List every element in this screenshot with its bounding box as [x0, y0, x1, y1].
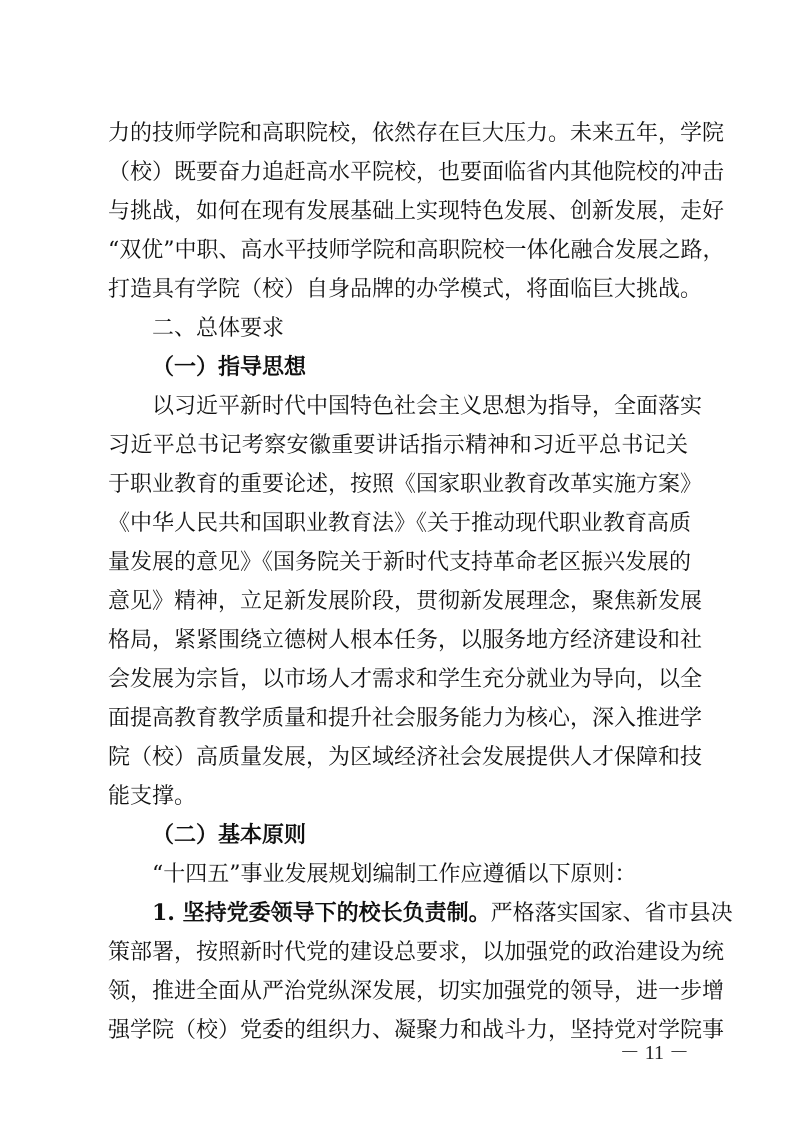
subsection-heading-basic-principles: （二）基本原则	[152, 822, 307, 848]
text-line: 于职业教育的重要论述，按照《国家职业教育改革实施方案》	[108, 472, 703, 497]
text-line: 意见》精神，立足新发展阶段，贯彻新发展理念，聚焦新发展	[108, 589, 703, 614]
text-line: 与挑战，如何在现有发展基础上实现特色发展、创新发展，走好	[108, 199, 725, 224]
text-line: 打造具有学院（校）自身品牌的办学模式，将面临巨大挑战。	[108, 277, 703, 302]
text-line: 能支撑。	[108, 784, 197, 809]
text-line: 面提高教育教学质量和提升社会服务能力为核心，深入推进学	[108, 706, 703, 731]
paragraph-principle-1	[108, 894, 733, 1050]
text-line: “十四五”事业发展规划编制工作应遵循以下原则：	[152, 862, 637, 887]
principle-text: 严格落实国家、省市县决	[490, 901, 733, 926]
text-line: （校）既要奋力追赶高水平院校，也要面临省内其他院校的冲击	[108, 160, 725, 185]
text-line: 力的技师学院和高职院校，依然存在巨大压力。未来五年，学院	[108, 121, 725, 146]
subsection-heading-guiding-ideology: （一）指导思想	[152, 354, 307, 380]
principle-title: 1. 坚持党委领导下的校长负责制。	[152, 900, 491, 926]
text-line: 院（校）高质量发展，为区域经济社会发展提供人才保障和技	[108, 745, 703, 770]
text-line: 以习近平新时代中国特色社会主义思想为指导，全面落实	[152, 394, 703, 419]
text-line: 策部署，按照新时代党的建设总要求，以加强党的政治建设为统	[108, 940, 725, 965]
paragraph-intro	[108, 114, 725, 309]
page-number: － 11 －	[619, 1042, 689, 1064]
text-line: 《中华人民共和国职业教育法》《关于推动现代职业教育高质	[108, 511, 692, 536]
text-line: “双优”中职、高水平技师学院和高职院校一体化融合发展之路，	[108, 238, 725, 263]
text-line: 会发展为宗旨，以市场人才需求和学生充分就业为导向，以全	[108, 667, 703, 692]
document-body	[108, 114, 733, 1050]
paragraph-guiding-ideology	[108, 387, 703, 816]
text-line: 领，推进全面从严治党纵深发展，切实加强党的领导，进一步增	[108, 979, 725, 1004]
text-line: 量发展的意见》《国务院关于新时代支持革命老区振兴发展的	[108, 550, 692, 575]
text-line: 强学院（校）党委的组织力、凝聚力和战斗力，坚持党对学院事	[108, 1018, 725, 1043]
text-line: 格局，紧紧围绕立德树人根本任务，以服务地方经济建设和社	[108, 628, 703, 653]
section-heading: 二、总体要求	[152, 316, 285, 341]
text-line	[108, 894, 733, 933]
text-line: 习近平总书记考察安徽重要讲话指示精神和习近平总书记关	[108, 433, 688, 458]
